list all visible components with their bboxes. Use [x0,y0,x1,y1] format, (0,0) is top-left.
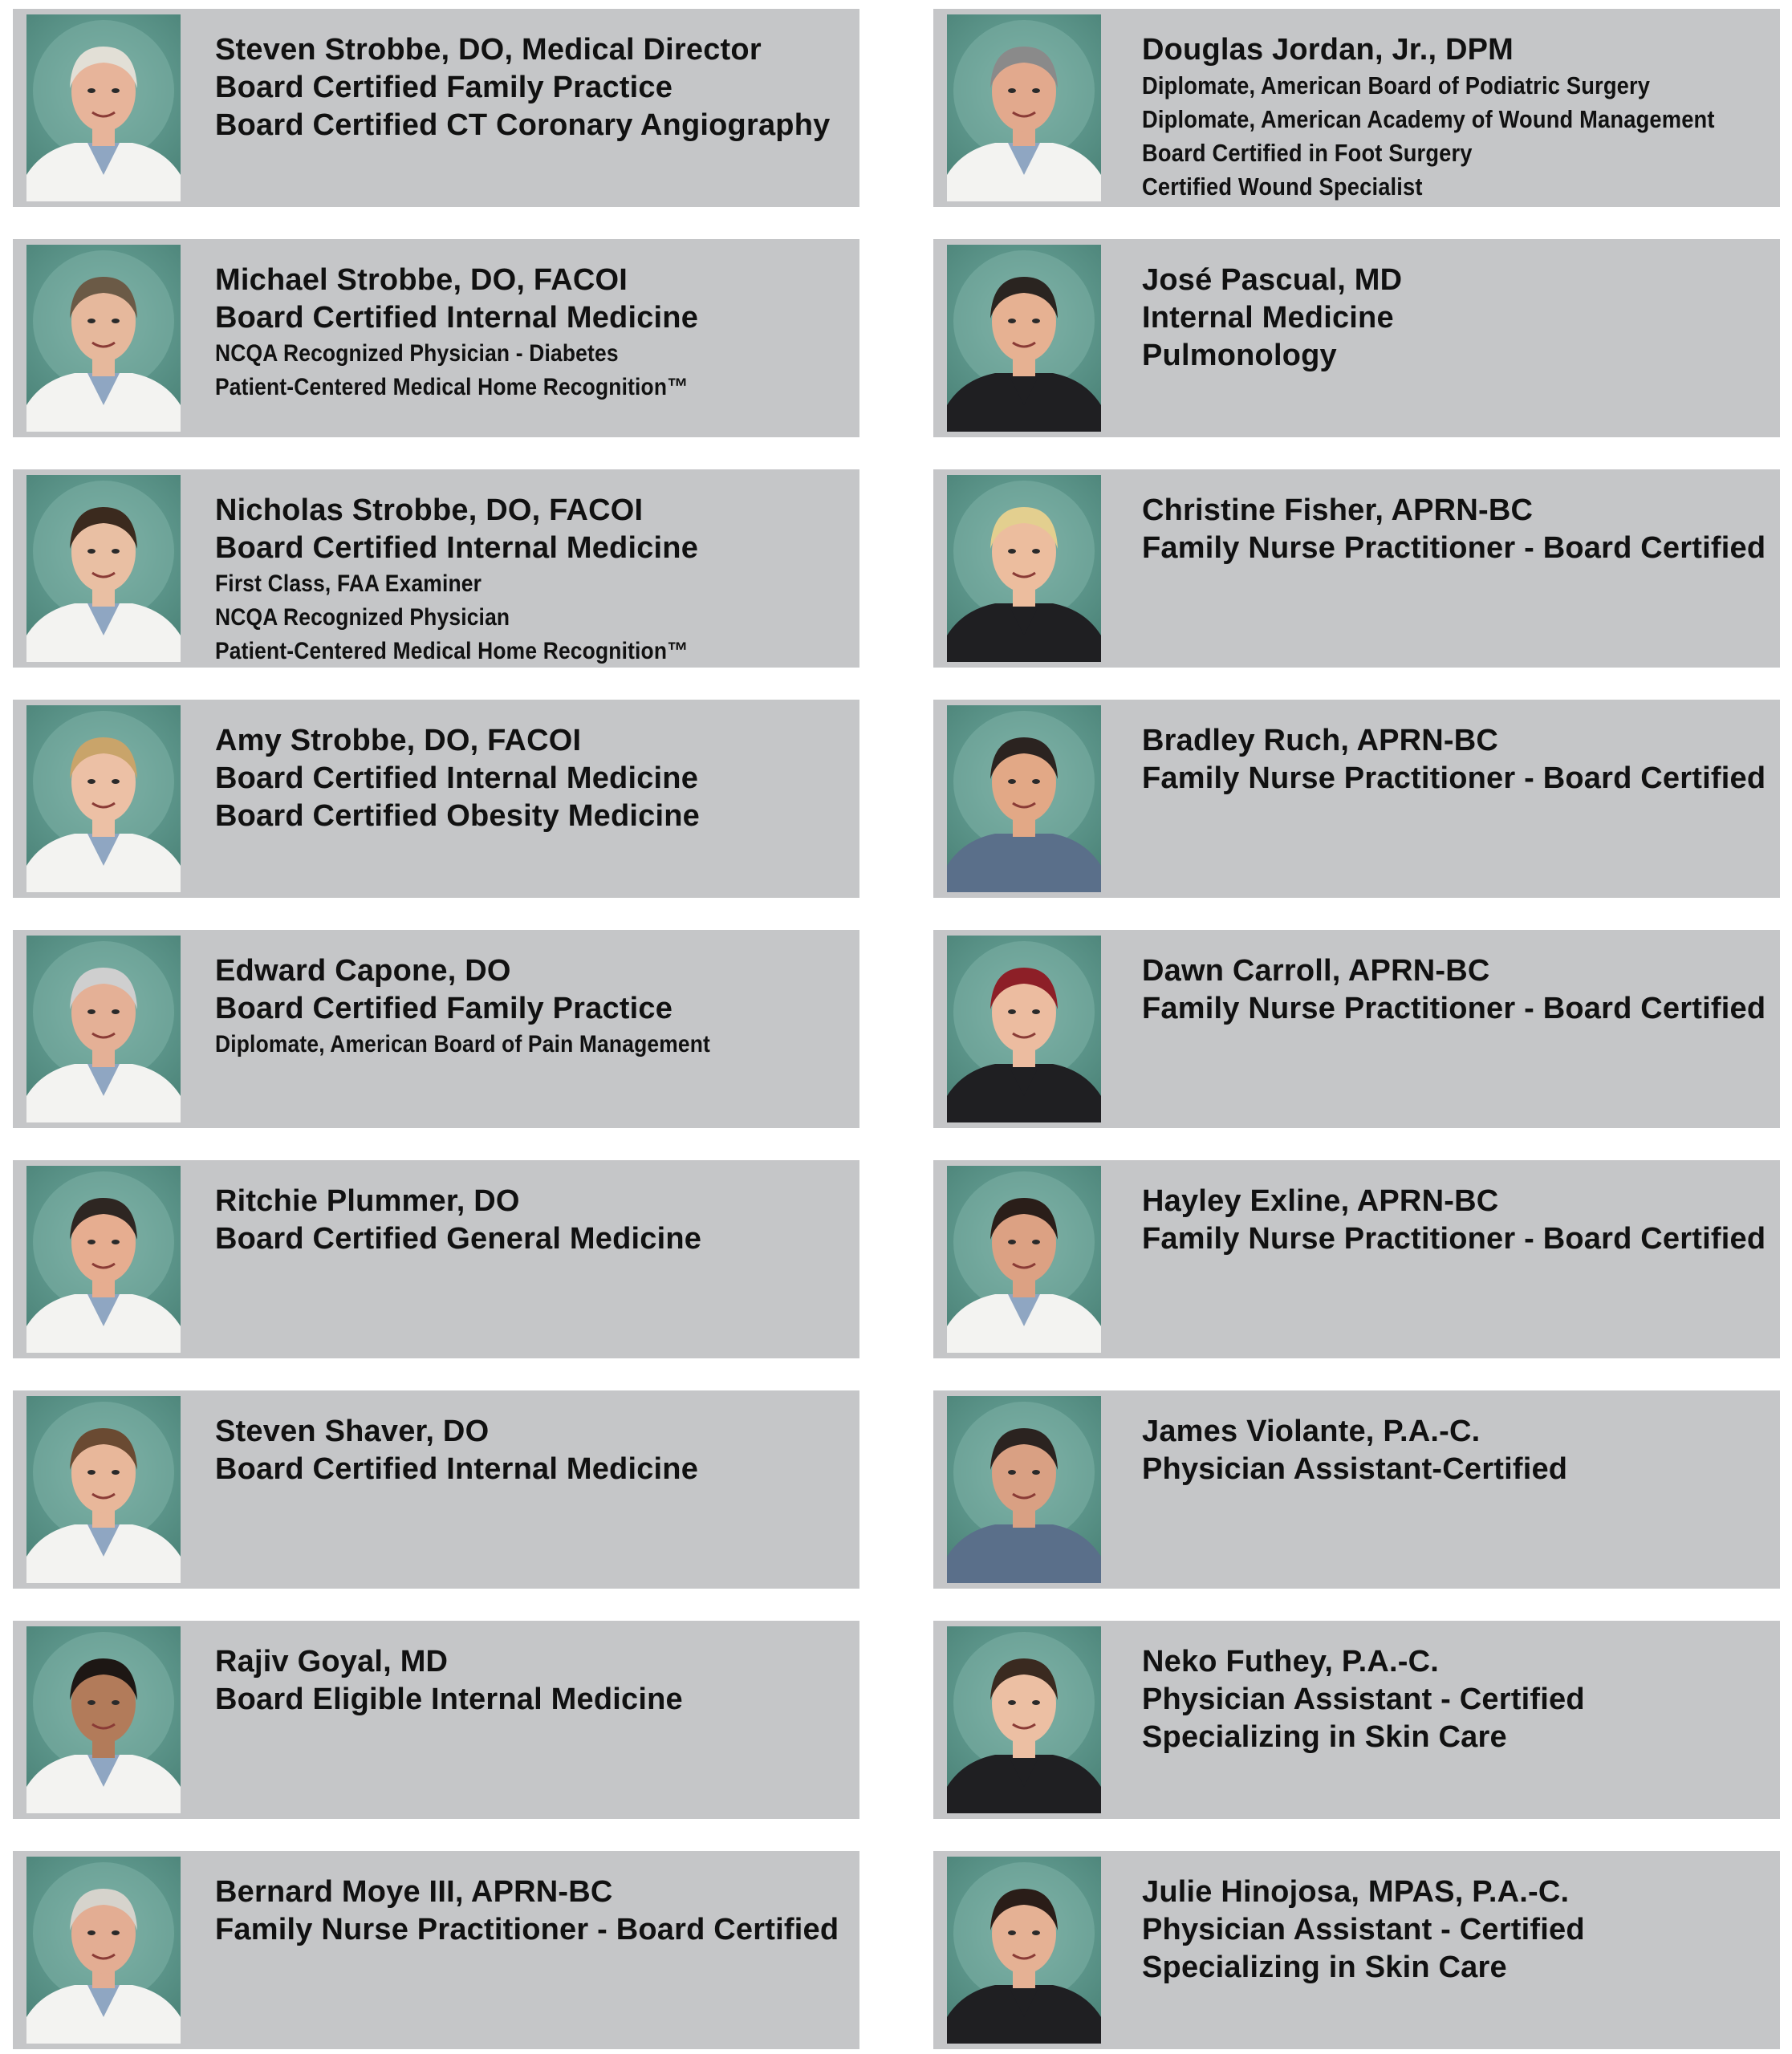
provider-name: Julie Hinojosa, MPAS, P.A.-C. [1142,1875,1570,1909]
provider-card [933,1160,1780,1358]
provider-credential: Board Certified Internal Medicine [215,761,699,795]
provider-card [933,239,1780,437]
provider-info [1142,1873,1772,1987]
provider-credential: Physician Assistant-Certified [1142,1452,1568,1486]
provider-credential: Diplomate, American Board of Pain Management [215,1031,711,1057]
provider-card [13,1851,859,2049]
provider-name: Steven Strobbe, DO, Medical Director [215,33,762,67]
provider-credential: Family Nurse Practitioner - Board Certified [215,1913,839,1946]
provider-name: James Violante, P.A.-C. [1142,1415,1481,1448]
provider-info [1142,722,1772,798]
provider-credential: Family Nurse Practitioner - Board Certified [1142,761,1766,795]
provider-photo [947,1626,1101,1813]
provider-card [933,1621,1780,1819]
provider-info [215,492,851,668]
provider-name: Michael Strobbe, DO, FACOI [215,263,628,297]
provider-credential: Specializing in Skin Care [1142,1950,1507,1984]
provider-credential: Patient-Centered Medical Home Recognition™ [215,638,689,664]
provider-info [215,952,851,1062]
provider-credential: Diplomate, American Board of Podiatric Surgery [1142,71,1651,99]
provider-credential: Pulmonology [1142,339,1337,372]
provider-name: Ritchie Plummer, DO [215,1184,520,1218]
provider-name: Bradley Ruch, APRN-BC [1142,724,1499,757]
provider-photo [947,475,1101,662]
provider-photo [26,475,181,662]
provider-info [1142,1183,1772,1258]
provider-card [933,1851,1780,2049]
provider-info [1142,262,1772,375]
provider-name: Dawn Carroll, APRN-BC [1142,954,1490,988]
provider-name: Neko Futhey, P.A.-C. [1142,1645,1439,1679]
provider-photo [947,1857,1101,2044]
provider-photo [947,936,1101,1122]
provider-name: Nicholas Strobbe, DO, FACOI [215,493,644,527]
provider-credential: Board Certified Obesity Medicine [215,799,700,833]
provider-card [13,9,859,207]
provider-credential: Patient-Centered Medical Home Recognition™ [215,374,689,400]
provider-photo [26,1166,181,1353]
provider-info [215,1413,851,1488]
provider-credential: Family Nurse Practitioner - Board Certified [1142,531,1766,565]
provider-credential: NCQA Recognized Physician - Diabetes [215,340,619,367]
provider-card [13,930,859,1128]
provider-photo [26,936,181,1122]
provider-credential: Board Certified CT Coronary Angiography [215,108,831,142]
provider-card [933,9,1780,207]
provider-photo [947,245,1101,432]
provider-name: Rajiv Goyal, MD [215,1645,449,1679]
provider-info [1142,492,1772,567]
provider-credential: Board Certified Family Practice [215,992,673,1025]
provider-card [13,1160,859,1358]
provider-name: Edward Capone, DO [215,954,511,988]
provider-card [933,469,1780,668]
provider-photo [947,1396,1101,1583]
provider-card [13,1621,859,1819]
provider-credential: First Class, FAA Examiner [215,570,482,597]
provider-name: Steven Shaver, DO [215,1415,490,1448]
provider-credential: Diplomate, American Academy of Wound Management [1142,105,1715,133]
provider-info [1142,1643,1772,1756]
provider-credential: Internal Medicine [1142,301,1394,335]
provider-info [1142,1413,1772,1488]
provider-info [215,31,851,144]
provider-name: Amy Strobbe, DO, FACOI [215,724,582,757]
provider-name: Bernard Moye III, APRN-BC [215,1875,613,1909]
provider-credential: Family Nurse Practitioner - Board Certified [1142,992,1766,1025]
provider-photo [26,1626,181,1813]
provider-credential: Physician Assistant - Certified [1142,1913,1585,1946]
provider-name: José Pascual, MD [1142,263,1403,297]
provider-info [215,722,851,835]
provider-photo [26,1857,181,2044]
provider-info [215,1873,851,1949]
provider-card [13,239,859,437]
provider-photo [947,14,1101,201]
provider-name: Christine Fisher, APRN-BC [1142,493,1534,527]
provider-card [13,700,859,898]
provider-credential: Board Certified in Foot Surgery [1142,139,1473,167]
provider-info [215,262,851,404]
provider-info [215,1183,851,1258]
provider-info [1142,952,1772,1028]
provider-credential: Family Nurse Practitioner - Board Certified [1142,1222,1766,1256]
provider-photo [26,14,181,201]
provider-name: Hayley Exline, APRN-BC [1142,1184,1499,1218]
provider-photo [26,245,181,432]
provider-photo [26,705,181,892]
provider-card [13,1390,859,1589]
provider-credential: Specializing in Skin Care [1142,1720,1507,1754]
provider-card [933,700,1780,898]
provider-credential: Board Certified Internal Medicine [215,1452,699,1486]
provider-credential: Board Certified Internal Medicine [215,301,699,335]
provider-credential: NCQA Recognized Physician [215,604,510,631]
provider-name: Douglas Jordan, Jr., DPM [1142,33,1514,67]
provider-card [13,469,859,668]
provider-info [215,1643,851,1719]
provider-photo [26,1396,181,1583]
provider-credential: Board Certified Internal Medicine [215,531,699,565]
provider-card [933,1390,1780,1589]
provider-credential: Certified Wound Specialist [1142,173,1423,201]
provider-credential: Board Eligible Internal Medicine [215,1683,683,1716]
provider-info [1142,31,1772,204]
provider-photo [947,1166,1101,1353]
provider-credential: Board Certified Family Practice [215,71,673,104]
provider-card [933,930,1780,1128]
provider-credential: Board Certified General Medicine [215,1222,702,1256]
provider-photo [947,705,1101,892]
provider-credential: Physician Assistant - Certified [1142,1683,1585,1716]
